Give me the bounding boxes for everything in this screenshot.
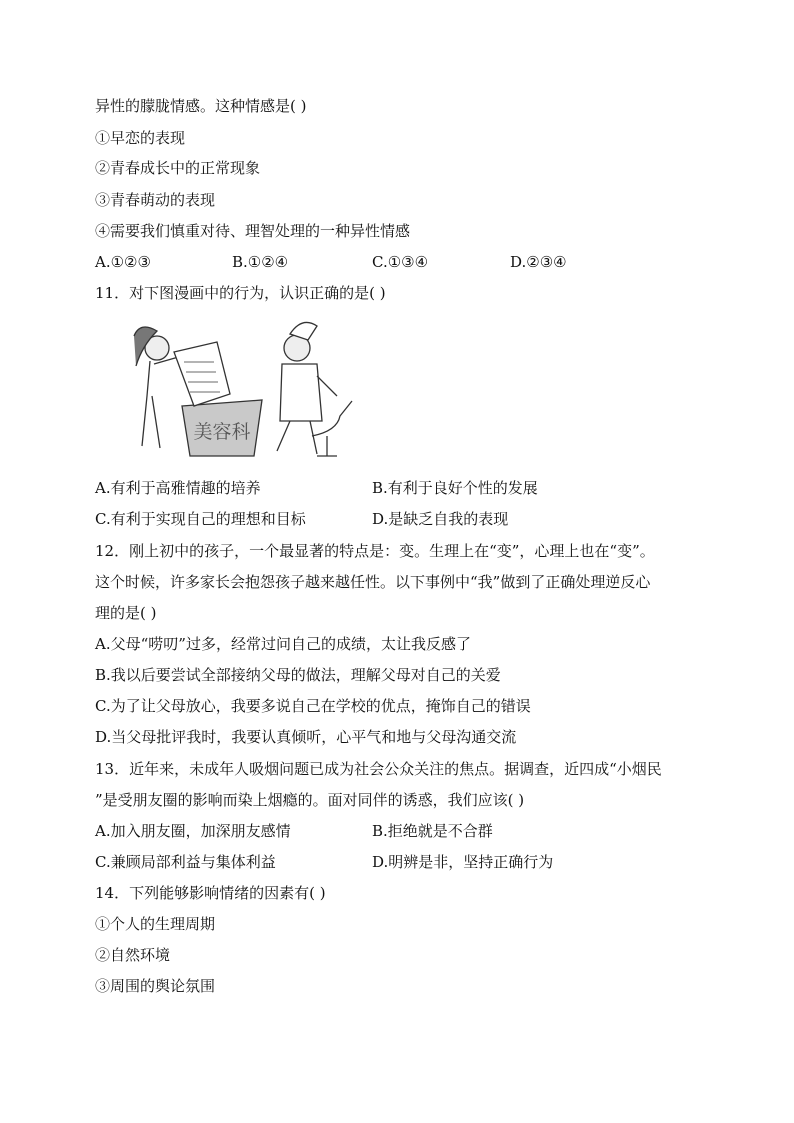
q12-stem-line-1: 12．刚上初中的孩子，一个最显著的特点是：变。生理上在“变”，心理上也在“变”。 [95,542,655,560]
q12-option-d: D.当父母批评我时，我要认真倾听，心平气和地与父母沟通交流 [95,728,517,746]
paper-list [174,342,230,406]
q11-option-d: D.是缺乏自我的表现 [372,510,509,528]
q13-stem-line-1: 13．近年来，未成年人吸烟问题已成为社会公众关注的焦点。据调查，近四成“小烟民 [95,760,662,778]
q12-stem-line-2: 这个时候，许多家长会抱怨孩子越来越任性。以下事例中“我”做到了正确处理逆反心 [95,573,651,591]
q14-item-2: ②自然环境 [95,946,171,964]
cartoon-image [112,316,358,458]
q10-item-4: ④需要我们慎重对待、理智处理的一种异性情感 [95,222,411,240]
q14-item-3: ③周围的舆论氛围 [95,977,216,995]
q13-option-b: B.拒绝就是不合群 [372,822,493,840]
q10-option-a: A.①②③ [95,253,151,271]
q14-stem: 14．下列能够影响情绪的因素有( ) [95,884,326,902]
q10-option-d: D.②③④ [510,253,567,271]
q10-item-1: ①早恋的表现 [95,129,186,147]
q13-option-a: A.加入朋友圈，加深朋友感情 [95,822,291,840]
q13-option-d: D.明辨是非，坚持正确行为 [372,853,554,871]
q10-option-c: C.①③④ [372,253,429,271]
q12-stem-line-3: 理的是( ) [95,604,157,622]
q11-option-a: A.有利于高雅情趣的培养 [95,479,261,497]
q10-item-2: ②青春成长中的正常现象 [95,159,261,177]
q11-option-b: B.有利于良好个性的发展 [372,479,538,497]
q10-stem-tail: 异性的朦胧情感。这种情感是( ) [95,97,307,115]
cartoon-sign: 美容科 [193,421,251,443]
q12-option-a: A.父母“唠叨”过多，经常过问自己的成绩，太让我反感了 [95,635,471,653]
q13-option-c: C.兼顾局部利益与集体利益 [95,853,276,871]
q11-option-c: C.有利于实现自己的理想和目标 [95,510,306,528]
q11-stem: 11．对下图漫画中的行为，认识正确的是( ) [95,284,386,302]
q14-item-1: ①个人的生理周期 [95,915,216,933]
q12-option-b: B.我以后要尝试全部接纳父母的做法，理解父母对自己的关爱 [95,666,501,684]
q10-item-3: ③青春萌动的表现 [95,191,216,209]
q12-option-c: C.为了让父母放心，我要多说自己在学校的优点，掩饰自己的错误 [95,697,531,715]
q10-option-b: B.①②④ [232,253,289,271]
doctor-coat [280,364,322,421]
q13-stem-line-2: ”是受朋友圈的影响而染上烟瘾的。面对同伴的诱惑，我们应该( ) [95,791,525,809]
